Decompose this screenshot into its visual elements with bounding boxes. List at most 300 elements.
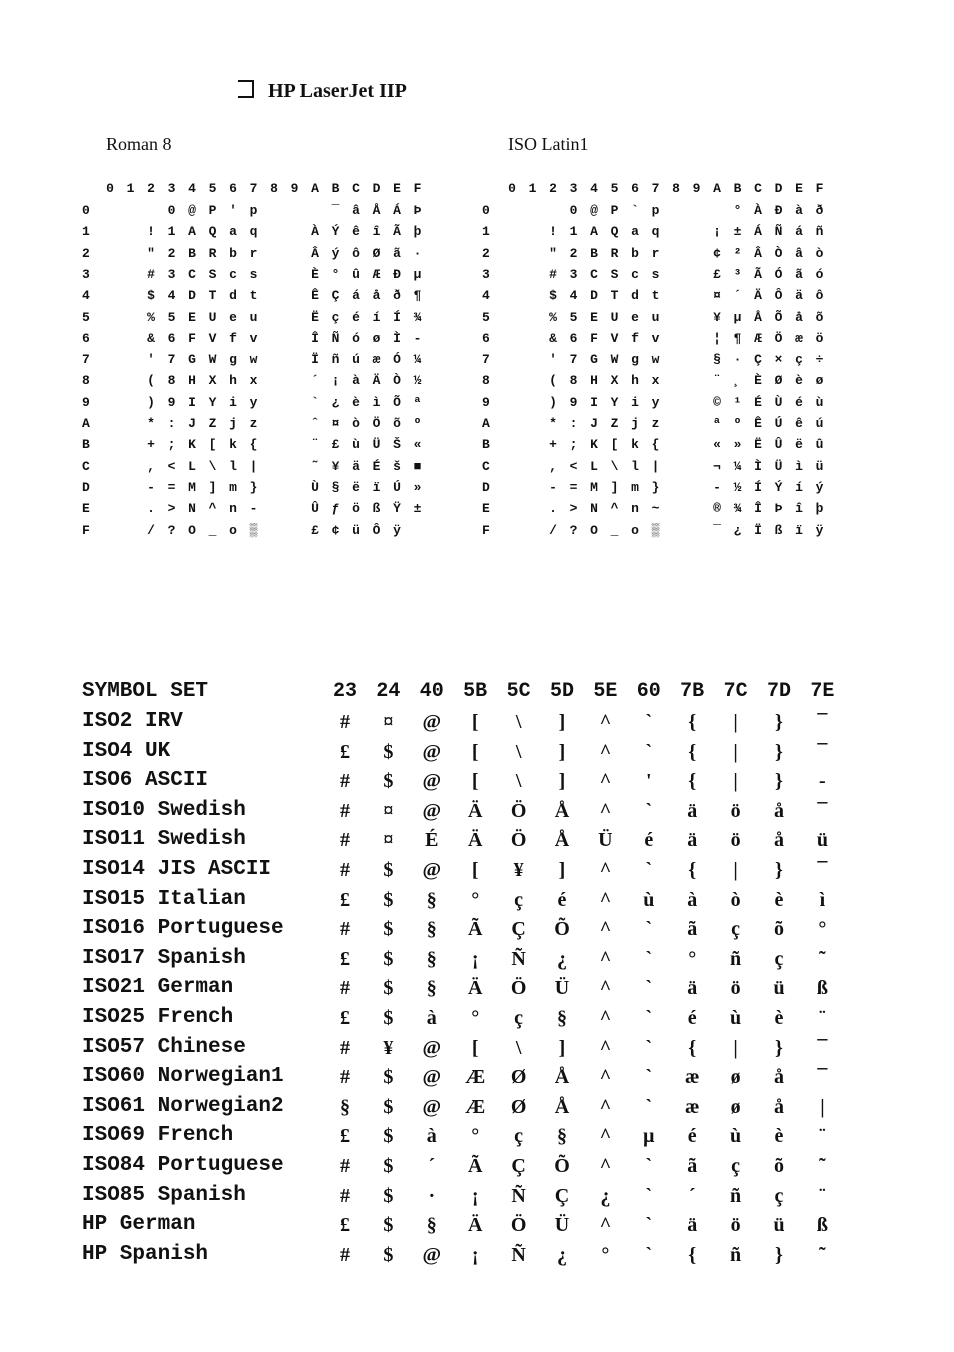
symbol-set-char: ` (645, 799, 653, 822)
roman8-char-cell: K (188, 437, 196, 453)
symbol-set-char: ö (730, 1214, 741, 1237)
roman8-char-cell: @ (188, 203, 196, 218)
symbol-set-char: $ (383, 1007, 394, 1029)
isolatin1-char-cell: p (651, 203, 660, 218)
roman8-char-cell: à (352, 373, 360, 389)
isolatin1-char-cell: g (631, 352, 639, 368)
isolatin1-char-cell: d (631, 288, 639, 304)
symbol-set-char: $ (383, 859, 394, 881)
isolatin1-char-cell: ê (795, 416, 803, 431)
roman8-char-cell: ð (393, 288, 401, 304)
isolatin1-col-header: B (733, 181, 742, 196)
isolatin1-char-cell: ] (610, 479, 619, 495)
symbol-set-char: ø (730, 1095, 741, 1118)
symbol-set-char: @ (422, 1066, 442, 1089)
symbol-set-char: ` (645, 1036, 653, 1059)
symbol-set-char: $ (383, 1125, 394, 1148)
roman8-char-cell: Ò (393, 373, 401, 389)
symbol-set-char: ^ (599, 1066, 612, 1089)
symbol-set-char: # (340, 711, 350, 733)
isolatin1-char-cell: ¶ (733, 330, 742, 346)
symbol-set-char: ¨ (819, 1125, 826, 1148)
symbol-set-char: Å (554, 829, 570, 852)
isolatin1-char-cell: ó (815, 266, 824, 282)
isolatin1-char-cell: : (569, 416, 578, 431)
symbol-set-char: ä (687, 829, 698, 852)
symbol-set-char: # (340, 799, 350, 822)
roman8-char-cell: f (229, 330, 237, 346)
roman8-char-cell: Ù (311, 479, 319, 495)
roman8-char-cell: É (372, 458, 381, 474)
symbol-set-col-header: 40 (419, 680, 444, 703)
roman8-char-cell: « (413, 437, 422, 453)
roman8-char-cell: ¼ (413, 352, 422, 368)
symbol-set-char: Õ (554, 918, 570, 941)
isolatin1-char-cell: Ã (754, 266, 762, 282)
isolatin1-col-header: 7 (651, 181, 660, 196)
isolatin1-char-cell: º (733, 416, 742, 431)
symbol-set-col-header: 7C (723, 680, 748, 703)
roman8-char-cell: & (147, 330, 155, 346)
symbol-set-col-header: 5C (506, 680, 531, 703)
isolatin1-char-cell: } (651, 479, 660, 495)
roman8-char-cell: P (208, 203, 217, 218)
symbol-set-char: # (340, 1036, 350, 1059)
isolatin1-char-cell: ì (795, 458, 803, 474)
roman8-col-header: 6 (229, 181, 237, 196)
roman8-char-cell: X (208, 373, 217, 389)
isolatin1-char-cell: w (651, 352, 660, 368)
isolatin1-char-cell: M (590, 479, 598, 495)
symbol-set-char: ¯ (817, 799, 828, 822)
symbol-set-char: ^ (599, 1007, 612, 1029)
isolatin1-char-cell: û (815, 437, 824, 453)
isolatin1-col-header: E (795, 181, 803, 196)
isolatin1-char-cell: f (631, 330, 639, 346)
isolatin1-char-cell: § (713, 352, 721, 368)
roman8-char-cell: b (229, 245, 237, 261)
roman8-row-header: B (82, 437, 90, 453)
symbol-set-char: § (557, 1007, 567, 1029)
roman8-char-cell: ý (331, 245, 340, 261)
symbol-set-char: ` (645, 1155, 653, 1177)
roman8-char-cell: w (249, 352, 258, 368)
roman8-char-cell: p (249, 203, 258, 218)
symbol-set-char: § (426, 888, 437, 911)
isolatin1-char-cell: | (651, 458, 660, 474)
isolatin1-row-header: C (482, 458, 490, 474)
roman8-row-header: 2 (82, 245, 90, 261)
roman8-char-cell: ! (147, 224, 155, 240)
symbol-set-char: Ö (510, 1214, 527, 1237)
roman8-char-cell: ô (352, 245, 360, 261)
roman8-char-cell: J (188, 416, 196, 431)
isolatin1-char-cell: * (549, 416, 557, 431)
symbol-set-char: ˜ (819, 1243, 826, 1266)
roman8-char-cell: u (249, 309, 258, 325)
roman8-col-header: 0 (106, 181, 114, 196)
symbol-set-char: ` (645, 1066, 653, 1089)
roman8-char-cell: $ (147, 288, 155, 304)
roman8-char-cell: | (249, 458, 258, 474)
symbol-set-char: $ (383, 1095, 394, 1118)
symbol-set-char: @ (422, 859, 442, 881)
symbol-set-char: ^ (599, 859, 612, 881)
roman8-char-cell: } (249, 479, 258, 495)
roman8-char-cell: ¯ (331, 203, 340, 218)
symbol-set-col-header: 7D (766, 680, 791, 703)
isolatin1-char-cell: É (754, 394, 762, 410)
symbol-set-char: £ (340, 740, 350, 763)
isolatin1-char-cell: ï (795, 522, 803, 538)
symbol-set-char: ` (645, 740, 653, 763)
symbol-set-char: ö (730, 977, 741, 1000)
roman8-char-cell: å (372, 288, 381, 304)
isolatin1-char-cell: & (549, 330, 557, 346)
symbol-set-char: ç (514, 1007, 524, 1029)
roman8-label: Roman 8 (106, 134, 172, 154)
symbol-set-char: ¤ (383, 829, 394, 852)
isolatin1-char-cell: à (795, 203, 803, 218)
roman8-row-header: 9 (82, 394, 90, 410)
symbol-set-name: ISO14 JIS ASCII (82, 858, 272, 881)
isolatin1-char-cell: Î (754, 501, 762, 517)
roman8-char-cell: - (249, 501, 258, 517)
symbol-set-name: HP Spanish (82, 1242, 209, 1266)
roman8-char-cell: + (147, 437, 155, 453)
roman8-char-cell: M (188, 479, 196, 495)
roman8-char-cell: Á (393, 203, 401, 218)
symbol-set-char: | (733, 711, 738, 733)
isolatin1-col-header: D (774, 181, 783, 196)
isolatin1-char-cell: R (610, 245, 619, 261)
isolatin1-row-header: A (482, 416, 490, 431)
symbol-set-char: ¿ (600, 1184, 611, 1207)
symbol-set-char: { (688, 770, 697, 793)
isolatin1-char-cell: í (795, 479, 803, 495)
isolatin1-char-cell: ¥ (713, 309, 721, 325)
symbol-set-char: | (733, 859, 738, 881)
roman8-char-cell: { (249, 437, 258, 453)
isolatin1-char-cell: 4 (569, 288, 578, 304)
roman8-char-cell: ¾ (413, 309, 422, 325)
symbol-set-name: ISO84 Portuguese (82, 1154, 284, 1177)
roman8-char-cell: š (393, 458, 401, 474)
symbol-set-char: ù (730, 1125, 742, 1148)
roman8-char-cell: h (229, 373, 237, 389)
isolatin1-row-header: 8 (482, 373, 490, 389)
symbol-set-name: ISO57 Chinese (82, 1035, 246, 1059)
symbol-set-char: å (774, 1095, 784, 1118)
isolatin1-char-cell: k (631, 437, 639, 453)
isolatin1-char-cell: m (631, 479, 639, 495)
isolatin1-char-cell: + (549, 437, 557, 453)
roman8-row-header: 0 (82, 203, 90, 218)
roman8-row-header: 3 (82, 266, 90, 282)
roman8-char-cell: ë (352, 479, 360, 495)
isolatin1-char-cell: Æ (754, 330, 762, 346)
isolatin1-char-cell: n (631, 501, 639, 517)
symbol-set-char: | (733, 1036, 738, 1059)
roman8-char-cell: a (229, 224, 237, 240)
symbol-set-char: \ (515, 740, 522, 763)
symbol-set-col-header: 5B (463, 680, 488, 703)
symbol-set-char: ^ (599, 711, 612, 733)
isolatin1-char-cell: ; (569, 437, 578, 453)
symbol-set-char: - (819, 770, 826, 793)
isolatin1-char-cell: ú (815, 416, 824, 431)
roman8-char-cell: ¿ (331, 394, 340, 410)
symbol-set-char: é (644, 829, 654, 852)
symbol-set-char: ` (645, 918, 653, 941)
isolatin1-char-cell: æ (795, 330, 803, 346)
roman8-row-header: E (82, 501, 90, 517)
roman8-row-header: 6 (82, 330, 90, 346)
roman8-char-cell: e (229, 309, 237, 325)
isolatin1-char-cell: Ï (754, 522, 762, 538)
symbol-set-char: § (426, 1214, 437, 1237)
symbol-set-name: ISO4 UK (82, 739, 171, 763)
symbol-set-char: Ã (467, 1155, 483, 1177)
isolatin1-char-cell: ý (815, 479, 824, 495)
isolatin1-char-cell: ² (733, 245, 742, 261)
isolatin1-char-cell: / (549, 522, 557, 538)
roman8-char-cell: , (147, 458, 155, 474)
roman8-char-cell: þ (413, 224, 422, 240)
symbol-set-char: Ö (510, 977, 527, 1000)
roman8-char-cell: ¢ (331, 522, 340, 538)
isolatin1-char-cell: Z (610, 416, 619, 431)
symbol-set-char: \ (515, 1036, 522, 1059)
roman8-char-cell: ? (167, 522, 176, 538)
isolatin1-row-header: 6 (482, 330, 490, 346)
isolatin1-char-cell: . (549, 501, 557, 517)
isolatin1-char-cell: H (590, 373, 598, 389)
isolatin1-char-cell: E (590, 309, 598, 325)
roman8-char-cell: t (249, 288, 258, 304)
symbol-set-name: ISO69 French (82, 1124, 234, 1148)
roman8-char-cell: ▒ (249, 522, 258, 538)
isolatin1-char-cell: 8 (569, 373, 578, 389)
symbol-set-char: @ (422, 711, 442, 733)
isolatin1-char-cell: ¬ (713, 458, 721, 474)
symbol-set-char: è (774, 1007, 784, 1029)
symbol-set-col-header: 23 (332, 680, 357, 703)
roman8-char-cell: ò (352, 416, 360, 431)
isolatin1-char-cell: 2 (569, 245, 578, 261)
isolatin1-char-cell: { (651, 437, 660, 453)
isolatin1-char-cell: Ù (774, 394, 783, 410)
roman8-col-header: 8 (270, 181, 278, 196)
symbol-set-char: ä (687, 977, 698, 1000)
isolatin1-char-cell: ß (774, 522, 783, 538)
roman8-char-cell: ¡ (331, 373, 340, 389)
symbol-set-char: ü (773, 977, 785, 1000)
isolatin1-char-cell: Þ (774, 501, 783, 517)
isolatin1-char-cell: ¯ (713, 522, 721, 538)
isolatin1-char-cell: × (774, 352, 783, 368)
symbol-set-char: ç (731, 918, 741, 941)
roman8-char-cell: ˆ (311, 416, 319, 431)
isolatin1-char-cell: D (590, 288, 598, 304)
roman8-char-cell: ¨ (311, 437, 319, 453)
symbol-set-char: Å (554, 1066, 570, 1089)
isolatin1-char-cell: _ (610, 522, 619, 538)
isolatin1-char-cell: @ (590, 203, 598, 218)
roman8-char-cell: Z (208, 416, 217, 431)
symbol-set-char: à (426, 1125, 437, 1148)
isolatin1-char-cell: i (631, 394, 639, 410)
roman8-char-cell: £ (331, 437, 340, 453)
roman8-char-cell: _ (208, 522, 217, 538)
page-heading (238, 80, 407, 103)
isolatin1-row-header: 0 (482, 203, 490, 218)
roman8-char-cell: è (352, 394, 360, 410)
roman8-col-header: 4 (188, 181, 196, 196)
symbol-set-name: ISO2 IRV (82, 710, 183, 733)
symbol-set-name: ISO25 French (82, 1006, 234, 1029)
roman8-char-cell: â (352, 203, 360, 218)
symbol-set-char: } (775, 859, 783, 881)
roman8-char-cell: [ (208, 437, 217, 453)
roman8-char-cell: ] (208, 479, 217, 495)
symbol-set-char: ø (730, 1066, 741, 1089)
roman8-char-cell: o (229, 522, 237, 538)
isolatin1-char-cell: V (610, 330, 619, 346)
symbol-set-char: Ä (467, 1214, 483, 1237)
roman8-col-header: E (393, 181, 401, 196)
symbol-set-char: è (774, 1125, 784, 1148)
isolatin1-char-cell: ~ (651, 501, 660, 517)
isolatin1-char-cell: ü (815, 458, 824, 474)
symbol-set-char: Ä (467, 799, 483, 822)
symbol-set-char: [ (471, 770, 479, 793)
roman8-col-header: 3 (167, 181, 176, 196)
roman8-char-cell: º (413, 416, 422, 431)
isolatin1-col-header: 4 (590, 181, 598, 196)
isolatin1-char-cell: r (651, 245, 660, 261)
roman8-char-cell: £ (311, 522, 319, 538)
isolatin1-col-header: A (713, 181, 721, 196)
symbol-set-char: Å (554, 799, 570, 822)
roman8-char-cell: á (352, 288, 360, 304)
isolatin1-char-cell: B (590, 245, 598, 261)
symbol-set-char: $ (383, 770, 394, 793)
roman8-char-cell: ˜ (311, 458, 319, 474)
symbol-set-char: ù (643, 888, 655, 911)
isolatin1-char-cell: K (590, 437, 598, 453)
symbol-set-char: £ (340, 1125, 350, 1148)
symbol-set-char: ç (514, 888, 524, 911)
roman8-char-cell: L (188, 458, 196, 474)
symbol-set-char: ° (818, 918, 827, 941)
roman8-char-cell: ■ (413, 458, 422, 474)
symbol-set-char: # (340, 1243, 350, 1266)
symbol-set-char: { (688, 1036, 697, 1059)
roman8-char-cell: ' (229, 203, 237, 218)
roman8-col-header: C (352, 181, 360, 196)
isolatin1-char-cell: G (590, 352, 598, 368)
isolatin1-char-cell: ð (815, 203, 824, 218)
isolatin1-char-cell: > (569, 501, 578, 517)
symbol-set-char: Æ (465, 1095, 486, 1118)
isolatin1-char-cell: , (549, 458, 557, 474)
roman8-char-cell: R (208, 245, 217, 261)
roman8-char-cell: Ø (372, 245, 381, 261)
isolatin1-char-cell: - (713, 479, 721, 495)
symbol-set-col-header: 5E (593, 680, 618, 703)
isolatin1-char-cell: Q (610, 224, 619, 240)
roman8-char-cell: s (249, 266, 258, 282)
roman8-char-cell: q (249, 224, 258, 240)
roman8-char-cell: Ã (393, 224, 401, 240)
isolatin1-char-cell: C (590, 266, 598, 282)
symbol-set-col-header: 5D (549, 680, 574, 703)
isolatin1-char-cell: e (631, 309, 639, 325)
roman8-char-cell: ß (372, 501, 381, 517)
roman8-char-cell: ñ (331, 352, 340, 368)
symbol-set-char: ^ (599, 1155, 612, 1177)
symbol-set-char: @ (422, 1095, 442, 1118)
roman8-col-header: 1 (126, 181, 135, 196)
symbol-set-char: ¯ (817, 711, 828, 733)
symbol-set-char: Ä (467, 829, 483, 852)
symbol-set-char: $ (383, 1243, 394, 1266)
symbol-set-char: ¯ (817, 740, 828, 763)
isolatin1-char-cell: Ü (774, 458, 783, 474)
symbol-set-char: ¯ (817, 1066, 828, 1089)
isolatin1-char-cell: Ò (774, 245, 783, 261)
symbol-set-char: $ (383, 947, 394, 970)
isolatin1-col-header: 2 (549, 181, 557, 196)
isolatin1-char-cell: j (631, 416, 639, 431)
symbol-set-col-header: 7B (680, 680, 705, 703)
symbol-set-char: æ (684, 1066, 700, 1089)
roman8-char-cell: ù (352, 437, 360, 453)
isolatin1-char-cell: · (733, 352, 742, 368)
isolatin1-char-cell: ° (733, 203, 742, 218)
isolatin1-char-cell: ? (569, 522, 578, 538)
isolatin1-char-cell: P (610, 203, 619, 218)
symbol-set-char: ¥ (383, 1036, 394, 1059)
roman8-char-cell: F (188, 330, 196, 346)
isolatin1-char-cell: T (610, 288, 619, 304)
symbol-set-char: ° (471, 888, 480, 911)
isolatin1-char-cell: © (713, 394, 721, 410)
isolatin1-row-header: 7 (482, 352, 490, 368)
roman8-char-cell: l (229, 458, 237, 474)
isolatin1-char-cell: Ô (774, 288, 783, 304)
roman8-char-cell: k (229, 437, 237, 453)
isolatin1-char-cell: [ (610, 437, 619, 453)
isolatin1-char-cell: F (590, 330, 598, 346)
symbol-set-name: ISO15 Italian (82, 887, 246, 911)
symbol-set-char: ß (816, 1214, 828, 1237)
symbol-set-char: ö (730, 799, 741, 822)
roman8-char-cell: ± (413, 501, 422, 517)
isolatin1-row-header: F (482, 522, 490, 538)
isolatin1-char-cell: ▒ (651, 522, 660, 538)
roman8-char-cell: = (167, 479, 176, 495)
isolatin1-char-cell: A (590, 224, 598, 240)
symbol-set-char: $ (383, 977, 394, 1000)
roman8-char-cell: " (147, 245, 155, 261)
isolatin1-char-cell: ò (815, 245, 824, 261)
symbol-set-char: [ (471, 711, 479, 733)
isolatin1-col-header: C (754, 181, 762, 196)
isolatin1-row-header: 9 (482, 394, 490, 410)
isolatin1-char-cell: Ç (754, 352, 762, 368)
